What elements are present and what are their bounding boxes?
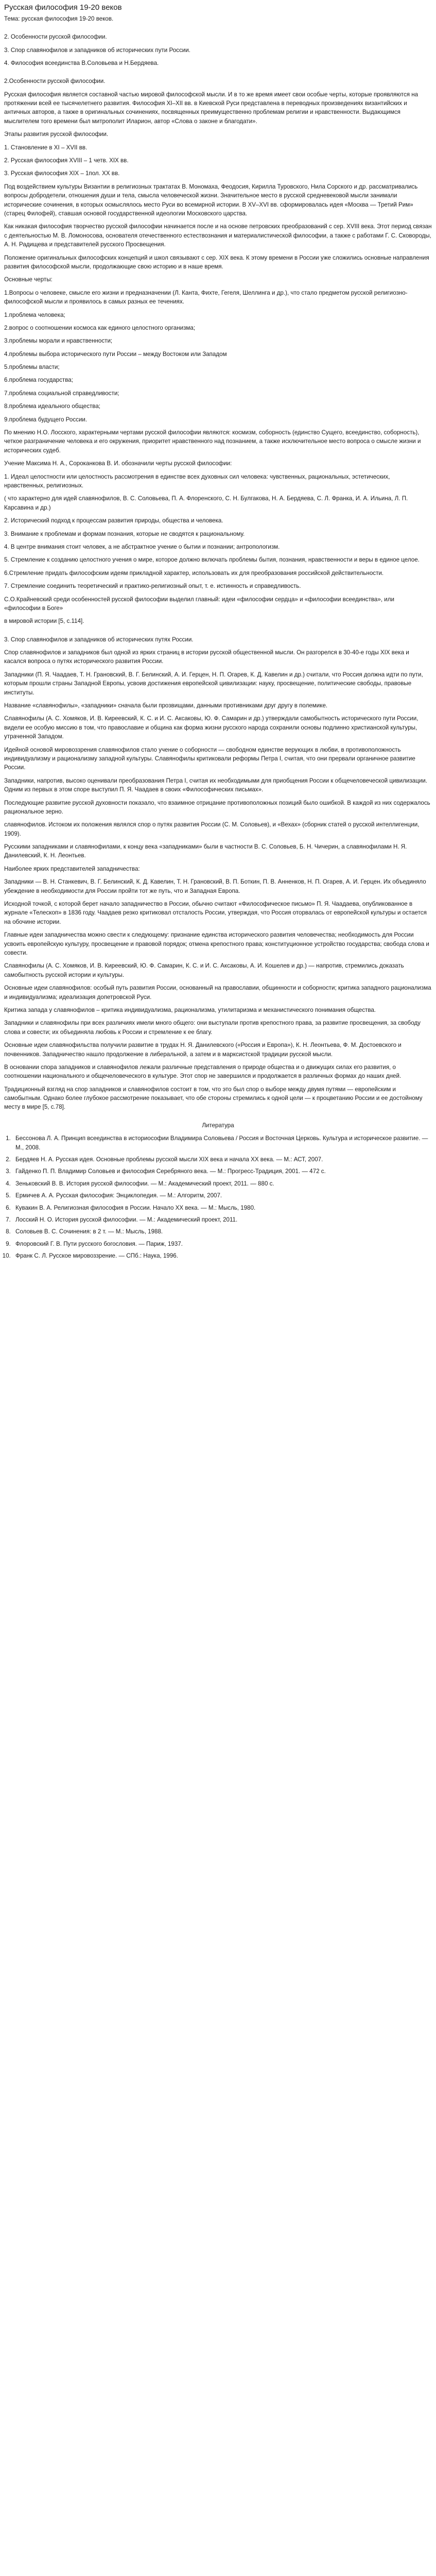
theme-line: Тема: русская философия 19-20 веков. [4, 15, 114, 22]
paragraph: По мнению Н.О. Лосского, характерными чертами русской философии являются: космизм, соборность (единство Сущего, всеединство, соборность), четкое разграничение человека и его окружения, приоритет нравственного над познанием, а также исключительное место вопроса о смысле жизни и исторических судеб. [4, 429, 421, 454]
paragraph: Основные идеи славянофильства получили развитие в трудах Н. Я. Данилевского («Россия и Европа»), К. Н. Леонтьева, Ф. М. Достоевского и почвенников. Западничество нашло продолжение в либеральной, а затем и в марксистской традиции русской мысли. [4, 1042, 402, 1058]
paragraph: 1.проблема человека; [4, 311, 65, 318]
page-title: Русская философия 19-20 веков [4, 3, 122, 12]
reference-item: 2. Бердяев Н. А. Русская идея. Основные проблемы русской мысли XIX века и начала XX века. — М.: АСТ, 2007. [12, 1155, 432, 1164]
paragraph: Критика запада у славянофилов – критика индивидуализма, рационализма, утилитаризма и механистического понимания общества. [4, 1006, 376, 1013]
paragraph: 1.Вопросы о человеке, смысле его жизни и предназначении (Л. Канта, Фихте, Гегеля, Шеллинга и др.), что стало предметом русской религиозно-философской мысли и проявилось в самых разных ее течениях. [4, 289, 408, 306]
paragraph: 2. Исторический подход к процессам развития природы, общества и человека. [4, 517, 223, 524]
paragraph: 2. Русская философия XVIII – 1 четв. XIX вв. [4, 157, 129, 164]
paragraph: Основные черты: [4, 276, 53, 283]
paragraph: ( что характерно для идей славянофилов, В. С. Соловьева, П. А. Флоренского, С. Н. Булгакова, Н. А. Бердяева, С. Л. Франка, И. А. Ильина, Л. П. Карсавина и др.) [4, 495, 408, 511]
paragraph: 3. Внимание к проблемам и формам познания, которые не сводятся к рациональному. [4, 530, 245, 537]
plan-item: 2. Особенности русской философии. [4, 33, 107, 41]
paragraph: Спор славянофилов и западников был одной из ярких страниц в истории русской общественной мысли. Он разгорелся в 30-40-е годы XIX века и касался вопроса о путях исторического развития России. [4, 649, 409, 665]
paragraph: Положение оригинальных философских концепций и школ связывают с сер. XIX века. К этому времени в России уже сложились основные направления развития философской мысли, продолжающие свою историю и в наше время. [4, 254, 429, 270]
paragraph: Славянофилы (А. С. Хомяков, И. В. Киреевский, К. С. и И. С. Аксаковы, Ю. Ф. Самарин и др.) утверждали самобытность исторического пути России, видели ее особую миссию в том, что православие и община как форма жизни русского народа сохранили основы подлинно христианской культуры, утраченной Западом. [4, 715, 418, 740]
paragraph: Западники и славянофилы при всех различиях имели много общего: они выступали против крепостного права, за развитие просвещения, за свободу слова и совести; их объединяла любовь к России и стремление к ее благу. [4, 1020, 421, 1036]
section-title: 2.Особенности русской философии. [4, 78, 106, 85]
paragraph: Русскими западниками и славянофилами, к концу века «западниками» были в частности В. С. Соловьев, Б. Н. Чичерин, а славянофилами Н. Я. Данилевский, К. Н. Леонтьев. [4, 843, 407, 859]
paragraph: 4. В центре внимания стоит человек, а не абстрактное учение о бытии и познании; антропологизм. [4, 543, 280, 550]
reference-item: 6. Кувакин В. А. Религиозная философия в России. Начало XX века. — М.: Мысль, 1980. [12, 1204, 432, 1212]
references-title: Литература [202, 1122, 234, 1129]
paragraph: 5.проблемы власти; [4, 364, 60, 371]
paragraph: 3.проблемы морали и нравственности; [4, 337, 113, 345]
paragraph: Западники, напротив, высоко оценивали преобразования Петра I, считая их необходимыми для приобщения России к общечеловеческой цивилизации. Одним из первых в этом споре выступил П. Я. Чаадаев в своих «Философических письмах». [4, 777, 427, 793]
paragraph: 9.проблема будущего России. [4, 416, 88, 423]
paragraph: Этапы развития русской философии. [4, 131, 109, 138]
paragraph: 7. Стремление соединить теоретический и практико-религиозный опыт, т. е. истинность и справедливость. [4, 583, 301, 590]
paragraph: 6.Стремление придать философским идеям прикладной характер, использовать их для преобразования российской действительности. [4, 569, 384, 577]
section-1-body [4, 90, 432, 626]
paragraph: 6.проблема государства; [4, 377, 73, 384]
paragraph: 5. Стремление к созданию целостного учения о мире, которое должно включать проблемы бытия, познания, нравственности и веры в единое целое. [4, 556, 420, 564]
paragraph: 4.проблемы выбора исторического пути России – между Востоком или Западом [4, 350, 227, 358]
reference-item: 9. Флоровский Г. В. Пути русского богословия. — Париж, 1937. [12, 1240, 432, 1248]
reference-item: 7. Лосский Н. О. История русской философии. — М.: Академический проект, 2011. [12, 1215, 432, 1224]
paragraph: 1. Становление в XI – XVII вв. [4, 144, 88, 151]
paragraph: Западники (П. Я. Чаадаев, Т. Н. Грановский, В. Г. Белинский, А. И. Герцен, Н. П. Огарев, К. Д. Кавелин и др.) считали, что Россия должна идти по пути, которым прошли страны Западной Европы, усвоив достижения европейской цивилизации: науку, просвещение, политические свободы, правовые институты. [4, 671, 423, 696]
paragraph: Русская философия является составной частью мировой философской мысли. И в то же время имеет свои особые черты, которые проявляются на протяжении всей ее тысячелетнего развития. Философия XI–XII вв. в Киевской Руси представлена в переводных произведениях византийских и античных авторов, а также в оригинальных сочинениях, посвященных преимущественно проблемам религии и нравственности. Выдающимся мыслителем того времени был митрополит Иларион, автор «Слова о законе и благодати». [4, 91, 418, 125]
section-2-body [4, 648, 432, 1112]
paragraph: Западники — В. Н. Станкевич, В. Г. Белинский, К. Д. Кавелин, Т. Н. Грановский, В. П. Боткин, П. В. Анненков, Н. П. Огарев, А. И. Герцен. Их объединяло убеждение в необходимости для России пройти тот же путь, что и Западная Европа. [4, 878, 426, 894]
paragraph: В основании спора западников и славянофилов лежали различные представления о природе общества и о движущих силах его развития, о соотношении национального и общечеловеческого в культуре. Этот спор не завершился и продолжается в различных формах до наших дней. [4, 1063, 402, 1080]
paragraph: Как никакая философия творчество русской философии начинается после и на основе петровских преобразований с сер. XVIII века. Этот период связан с деятельностью М. В. Ломоносова, основателя отечественного естествознания и материалистической философии, а также с работами Г. С. Сковороды, А. Н. Радищева и представителей русского Просвещения. [4, 223, 432, 248]
paragraph: 8.проблема идеального общества; [4, 403, 100, 410]
reference-item: 3. Гайденко П. П. Владимир Соловьев и философия Серебряного века. — М.: Прогресс-Традиция, 2001. — 472 с. [12, 1167, 432, 1176]
spacer [4, 27, 432, 32]
paragraph: 1. Идеал целостности или целостность рассмотрения в единстве всех духовных сил человека: чувственных, рациональных, эстетических, нравственных, религиозных. [4, 473, 390, 489]
paragraph: Традиционный взгляд на спор западников и славянофилов состоит в том, что это был спор о выборе между двумя путями — европейским и самобытным. Однако более глубокое рассмотрение показывает, что обе стороны стремились к одной цели — к процветанию России и ее достойному месту в мире [5, с.78]. [4, 1086, 423, 1111]
reference-item: 5. Ермичев А. А. Русская философия: Энциклопедия. — М.: Алгоритм, 2007. [12, 1191, 432, 1200]
paragraph: 3. Русская философия XIX – 1пол. XX вв. [4, 170, 120, 177]
paragraph: Под воздействием культуры Византии в религиозных трактатах В. Мономаха, Феодосия, Кирилла Туровского, Нила Сорского и др. рассматривались вопросы добродетели, отношения души и тела, смысла человеческой жизни. Значительное место в русской средневековой мысли занимали исторические сочинения, в которых осмыслялось место Руси во всемирной истории. В XV–XVI вв. сформировалась идея «Москва — Третий Рим» (старец Филофей), ставшая основой государственной идеологии Московского царства. [4, 183, 418, 217]
spacer [4, 72, 432, 77]
plan-item: 3. Спор славянофилов и западников об исторических пути России. [4, 46, 190, 54]
reference-item: 10. Франк С. Л. Русское мировоззрение. — СПб.: Наука, 1996. [12, 1251, 432, 1260]
paragraph: Исходной точкой, с которой берет начало западничество в России, обычно считают «Философическое письмо» П. Я. Чаадаева, опубликованное в журнале «Телескоп» в 1836 году. Чаадаев резко критиковал отсталость России, утверждая, что Россия оторвалась от европейской культуры и остается на обочине истории. [4, 901, 427, 925]
section-title: 3. Спор славянофилов и западников об исторических путях России. [4, 636, 194, 643]
reference-item: 8. Соловьев В. С. Сочинения: в 2 т. — М.: Мысль, 1988. [12, 1227, 432, 1236]
paragraph: Идейной основой мировоззрения славянофилов стало учение о соборности — свободном единстве верующих в любви, в противоположность индивидуализму и рационализму западной культуры. Славянофилы критиковали реформы Петра I, считая, что они прервали органичное развитие России. [4, 746, 415, 771]
paragraph: Наиболее ярких представителей западничества: [4, 865, 140, 872]
reference-item: 1. Бессонова Л. А. Принцип всеединства в историософии Владимира Соловьева / Россия и Восточная Церковь. Культура и историческое развитие. — М., 2008. [12, 1134, 432, 1152]
paragraph: Учение Максима Н. А., Сороканкова В. И. обозначили черты русской философии: [4, 460, 232, 467]
spacer [4, 630, 432, 635]
paragraph: 7.проблема социальной справедливости; [4, 389, 119, 397]
paragraph: славянофилов. Истоком их положения являлся спор о путях развития России (С. М. Соловьев), и «Вехах» (сборник статей о русской интеллигенции, 1909). [4, 821, 420, 837]
paragraph: Последующие развитие русской духовности показало, что взаимное отрицание противоположных позиций было ошибкой. В каждой из них содержалось рациональное зерно. [4, 799, 430, 815]
paragraph: С.О.Крайневский среди особенностей русской философии выделил главный: идеи «философии сердца» и «философии всеединства», или «философии в Боге» [4, 596, 394, 612]
spacer [4, 1116, 432, 1121]
paragraph: Название «славянофилы», «западники» сначала были прозвищами, данными противниками друг другу в полемике. [4, 702, 328, 709]
paragraph: Славянофилы (А. С. Хомяков, И. В. Киреевский, Ю. Ф. Самарин, К. С. и И. С. Аксаковы, А. И. Кошелев и др.) — напротив, стремились доказать самобытность русской истории и культуры. [4, 962, 404, 978]
paragraph: в мировой истории [5, с.114]. [4, 618, 84, 625]
plan-item: 4. Философия всеединства В.Соловьева и Н.Бердяева. [4, 59, 159, 66]
paragraph: Главные идеи западничества можно свести к следующему: признание единства исторического развития человечества; необходимость для России усвоить европейскую культуру, просвещение и правовой порядок; отмена крепостного права; конституционное устройство государства; свобода слова и совести. [4, 931, 429, 956]
paragraph: 2.вопрос о соотношении космоса как единого целостного организма; [4, 324, 196, 331]
references-list [4, 1134, 432, 1260]
paragraph: Основные идеи славянофилов: особый путь развития России, основанный на православии, общинности и соборности; критика западного рационализма и индивидуализма; идеализация допетровской Руси. [4, 985, 431, 1001]
reference-item: 4. Зеньковский В. В. История русской философии. — М.: Академический проект, 2011. — 880 с. [12, 1179, 432, 1188]
